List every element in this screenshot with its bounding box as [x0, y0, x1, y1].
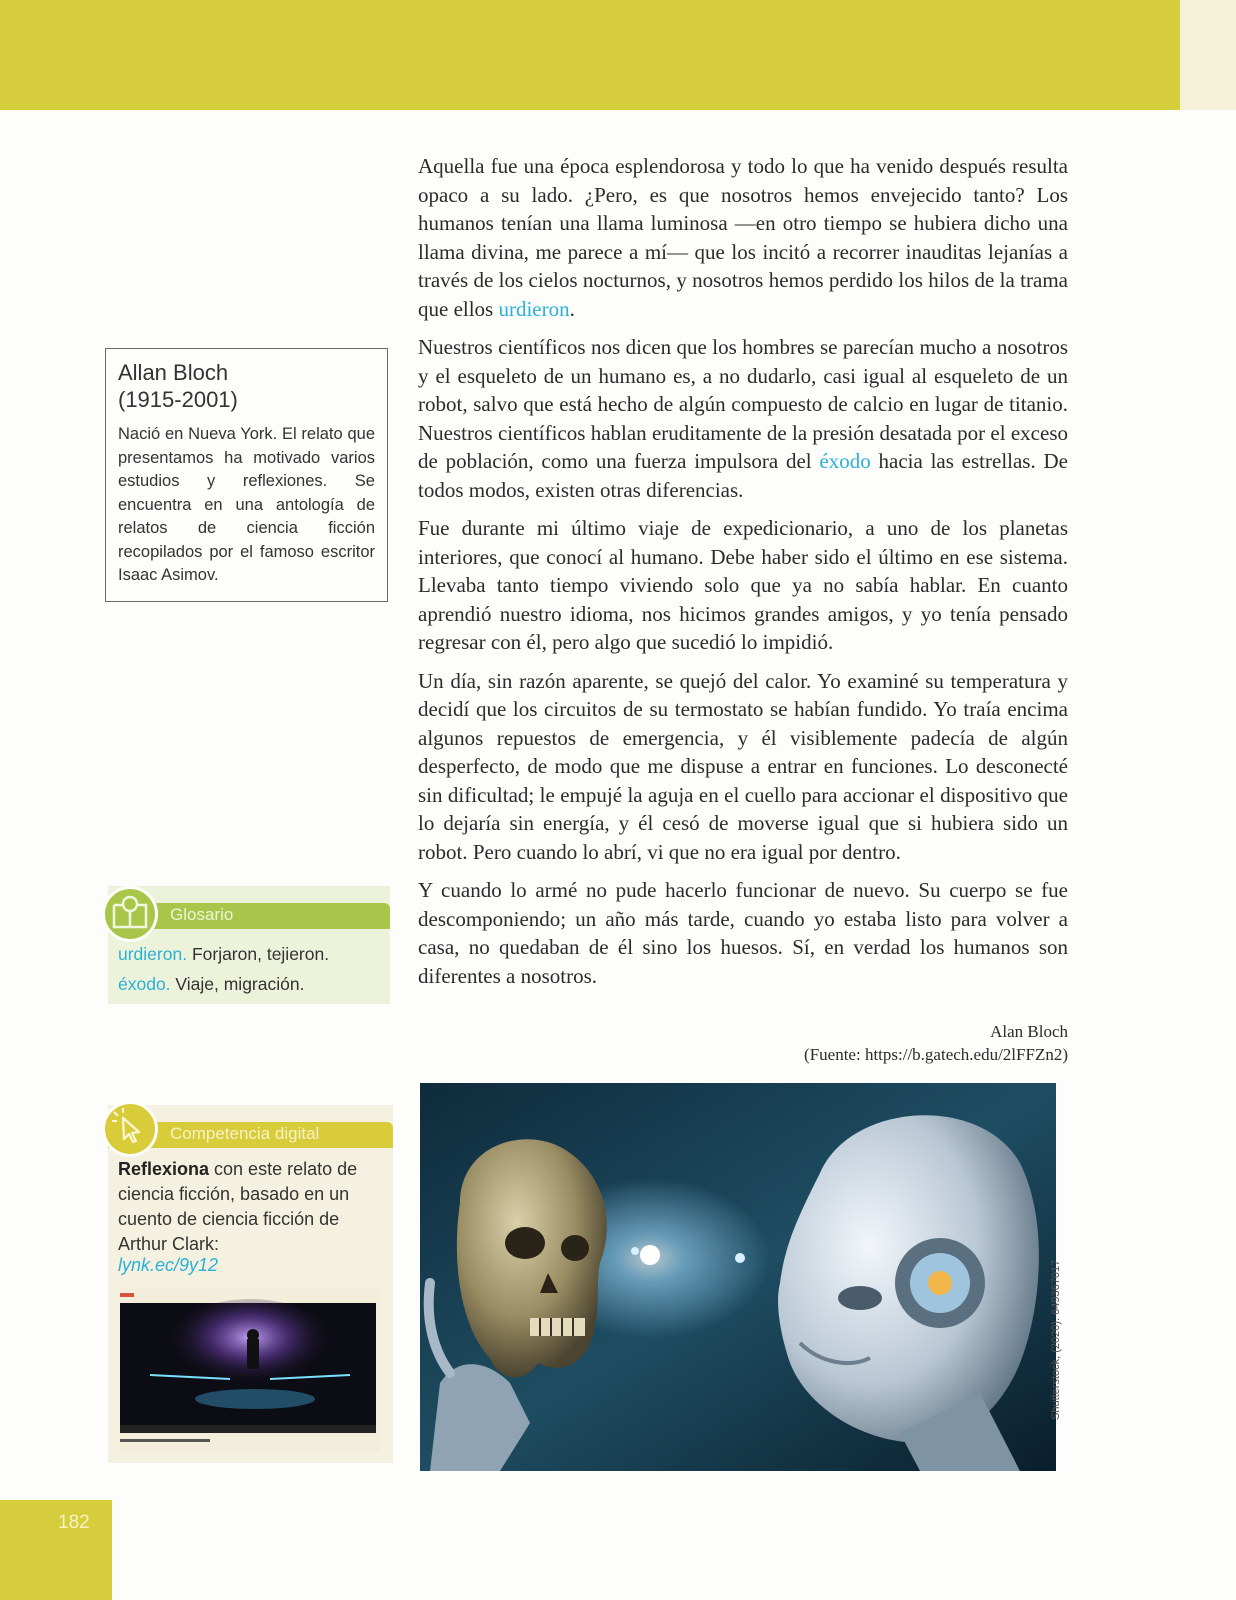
- author-bio: Nació en Nueva York. El relato que presentamos ha motivado varios estudios y reflexiones. Se encuentra en una antología de relatos de ciencia ficción recopilados por el famoso escritor Isaac Asimov.: [118, 425, 375, 584]
- paragraph-1: Aquella fue una época esplendorosa y todo lo que ha venido después resulta opaco a su lado. ¿Pero, es que nosotros hemos envejecido tanto? Los humanos tenían una llama luminosa —en otro tiempo se hubiera dicho una llama divina, me parece a mí— que los incitó a recorrer inauditas lejanías a través de los cielos nocturnos, y nosotros hemos perdido los hilos de la trama que ellos urdieron.: [418, 154, 1068, 321]
- glossary-term: éxodo.: [118, 974, 171, 994]
- paragraph-3: Fue durante mi último viaje de expedicionario, a uno de los planetas interiores, que conocí al humano. Debe haber sido el último en ese sistema. Llevaba tanto tiempo viviendo solo que ya no sabía hablar. En cuanto aprendió nuestro idioma, nos hicimos grandes amigos, y yo tenía pensado regresar con él, pero algo que sucedió lo impidió.: [418, 516, 1068, 654]
- signature-source: (Fuente: https://b.gatech.edu/2lFFZn2): [804, 1045, 1068, 1064]
- digital-description: Reflexiona con este relato de ciencia ficción, basado en un cuento de ciencia ficción de Arthur Clark:: [118, 1159, 358, 1254]
- digital-competence-box: [108, 1105, 393, 1463]
- signature-author: Alan Bloch: [990, 1022, 1068, 1041]
- glossary-list: [118, 939, 329, 999]
- author-name: Allan Bloch: [118, 360, 229, 385]
- top-band-edge: [1180, 0, 1236, 110]
- glossary-term-link[interactable]: urdieron: [498, 296, 570, 321]
- glossary-entry: [118, 969, 329, 999]
- digital-link[interactable]: lynk.ec/9y12: [118, 1255, 219, 1275]
- page-number: 182: [58, 1512, 90, 1533]
- author-box: [105, 348, 388, 602]
- glossary-definition: Forjaron, tejieron.: [187, 944, 330, 964]
- glossary-title: Glosario: [170, 905, 234, 924]
- glossary-term-link[interactable]: éxodo: [819, 449, 871, 473]
- digital-title: Competencia digital: [170, 1124, 320, 1143]
- paragraph-2: Nuestros científicos nos dicen que los hombres se parecían mucho a nosotros y el esqueleto de un humano es, a no dudarlo, casi igual al esqueleto de un robot, salvo que está hecho de algún compuesto de calcio en lugar de titanio. Nuestros científicos hablan eruditamente de la presión desatada por el exceso de población, como una fuerza impulsora del éxodo hacia las estrellas. De todos modos, existen otras diferencias.: [418, 335, 1068, 502]
- digital-bold-verb: Reflexiona: [118, 1159, 210, 1179]
- skull-robot-illustration: [420, 1083, 1056, 1471]
- top-color-band: [0, 0, 1180, 110]
- glossary-entry: [118, 939, 329, 969]
- paragraph-4: Un día, sin razón aparente, se quejó del calor. Yo examiné su temperatura y decidí que los circuitos de su termostato se habían fundido. Yo traía encima algunos repuestos de emergencia, y él visiblemente padecía de algún desperfecto, de modo que me dispuse a entrar en funciones. Lo desconecté sin dificultad; le empujé la aguja en el cuello para accionar el dispositivo que lo dejaría sin energía, y él cesó de moverse igual que si hubiera sido un robot. Pero cuando lo abrí, vi que no era igual por dentro.: [418, 668, 1068, 864]
- paragraph-5: Y cuando lo armé no pude hacerlo funcionar de nuevo. Su cuerpo se fue descomponiendo; un año más tarde, cuando yo estaba listo para volver a casa, no quedaban de él sino los huesos. Sí, en verdad los humanos son diferentes a nosotros.: [418, 878, 1068, 988]
- story-text: [418, 152, 1068, 1000]
- video-thumbnail[interactable]: [120, 1287, 380, 1452]
- glossary-definition: Viaje, migración.: [170, 974, 305, 994]
- glossary-term: urdieron.: [118, 944, 188, 964]
- author-years: (1915-2001): [118, 387, 238, 412]
- image-credit: Shutterstock, (2020). 649367017: [1050, 1259, 1062, 1420]
- book-lightbulb-icon: [102, 886, 158, 942]
- glossary-box: [108, 886, 390, 1004]
- story-signature: [700, 1020, 1068, 1066]
- cursor-click-icon: [102, 1101, 158, 1157]
- page-number-box: [0, 1500, 112, 1600]
